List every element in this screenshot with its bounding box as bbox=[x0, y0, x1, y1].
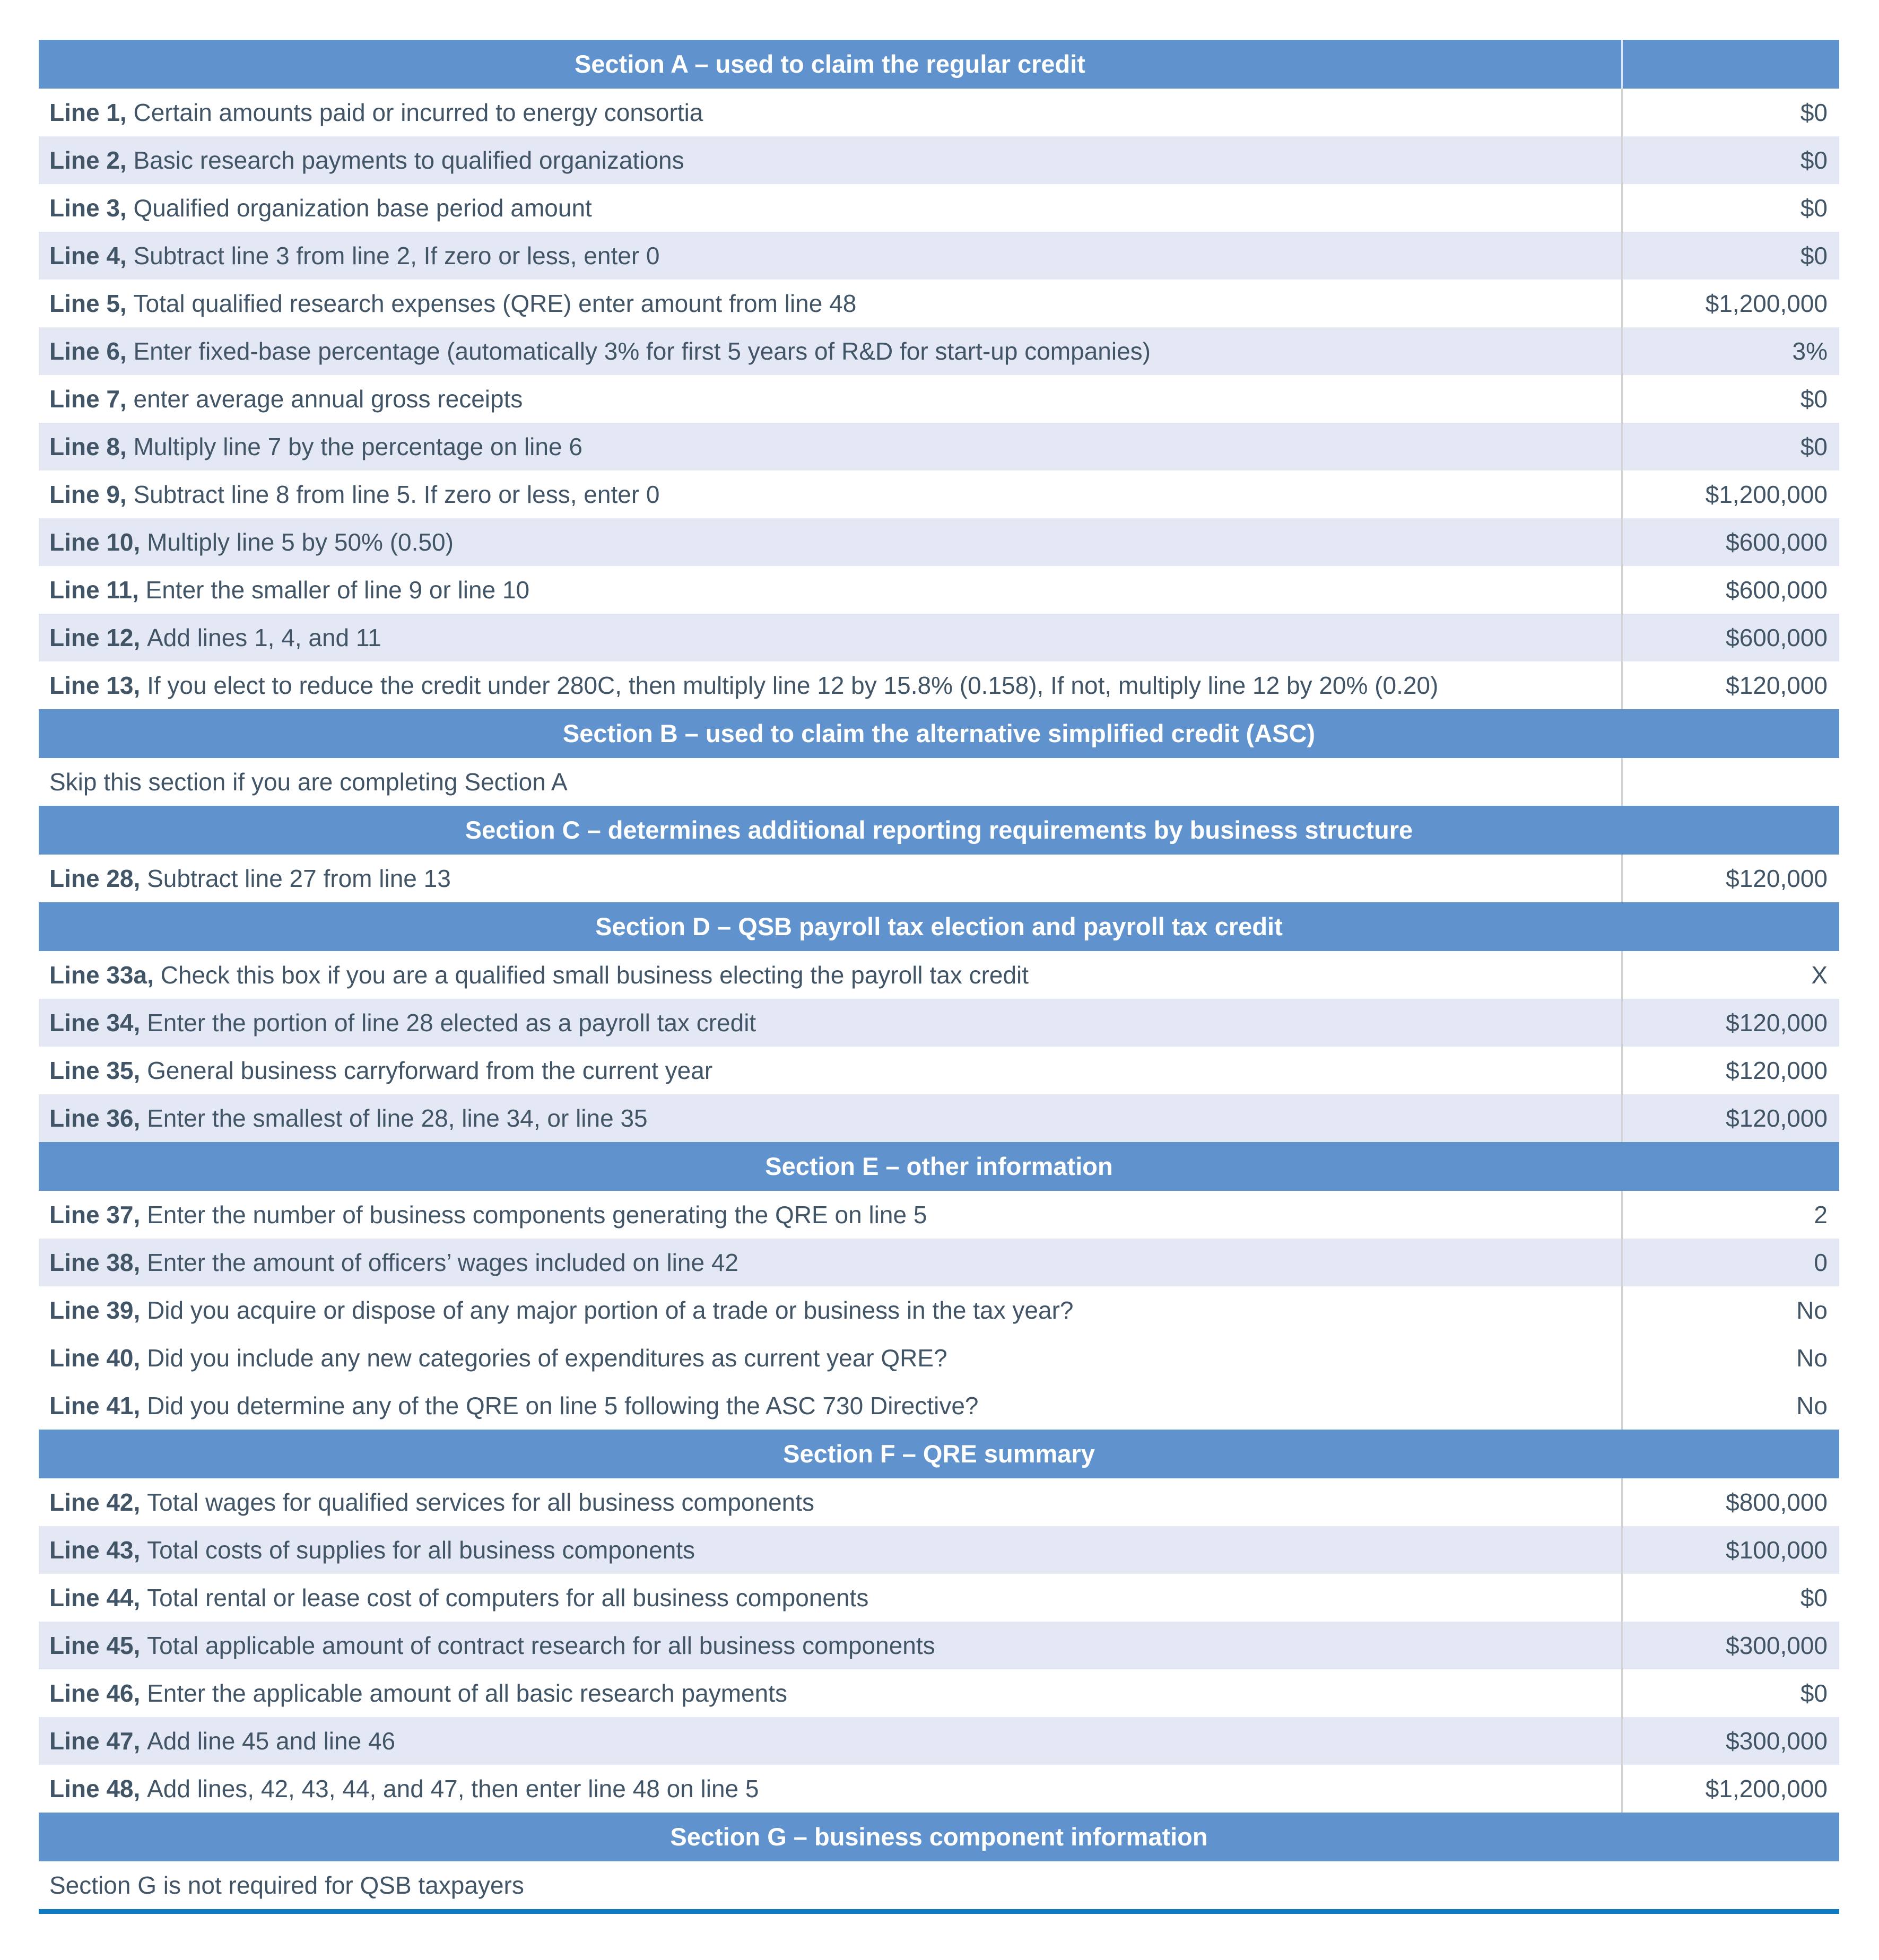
line-description bbox=[39, 1717, 1623, 1765]
line-text: Certain amounts paid or incurred to energy consortia bbox=[133, 98, 703, 126]
line-description bbox=[39, 518, 1623, 566]
line-value: 0 bbox=[1814, 1248, 1828, 1276]
table-row bbox=[39, 1191, 1839, 1239]
section-title: Section F – QRE summary bbox=[783, 1440, 1095, 1468]
table-row bbox=[39, 661, 1839, 709]
line-number-label: Line 6, bbox=[49, 337, 134, 365]
line-number-label: Line 10, bbox=[49, 528, 147, 556]
line-value: $1,200,000 bbox=[1705, 289, 1828, 317]
note-row bbox=[39, 1861, 1839, 1909]
line-description bbox=[39, 136, 1623, 184]
line-description bbox=[39, 327, 1623, 375]
line-description bbox=[39, 375, 1623, 423]
table-row bbox=[39, 1047, 1839, 1094]
table-row bbox=[39, 1526, 1839, 1574]
line-number-label: Line 12, bbox=[49, 623, 147, 651]
line-text: Did you include any new categories of expenditures as current year QRE? bbox=[147, 1344, 947, 1372]
section-header-row bbox=[39, 1142, 1839, 1191]
line-number-label: Line 46, bbox=[49, 1679, 147, 1707]
line-number-label: Line 4, bbox=[49, 241, 134, 269]
line-description bbox=[39, 1286, 1623, 1334]
table-row bbox=[39, 327, 1839, 375]
line-value: No bbox=[1796, 1296, 1828, 1324]
line-description bbox=[39, 1239, 1623, 1286]
line-value: $600,000 bbox=[1726, 576, 1828, 604]
line-number-label: Line 42, bbox=[49, 1488, 147, 1516]
note-text: Skip this section if you are completing Section A bbox=[39, 758, 1623, 806]
line-value: $0 bbox=[1800, 194, 1828, 222]
line-value: $800,000 bbox=[1726, 1488, 1828, 1516]
section-header-row bbox=[39, 40, 1839, 89]
line-value: 2 bbox=[1814, 1200, 1828, 1229]
line-text: Enter the applicable amount of all basic research payments bbox=[147, 1679, 787, 1707]
table-row bbox=[39, 614, 1839, 661]
line-text: Total costs of supplies for all business components bbox=[147, 1536, 695, 1564]
line-value: $100,000 bbox=[1726, 1536, 1828, 1564]
line-value: $120,000 bbox=[1726, 864, 1828, 892]
line-value: $0 bbox=[1800, 1583, 1828, 1611]
line-description bbox=[39, 566, 1623, 614]
line-value: $0 bbox=[1800, 98, 1828, 126]
line-number-label: Line 47, bbox=[49, 1727, 147, 1755]
line-number-label: Line 3, bbox=[49, 194, 134, 222]
line-value: $120,000 bbox=[1726, 1056, 1828, 1084]
line-value: $1,200,000 bbox=[1705, 1774, 1828, 1802]
line-text: Total qualified research expenses (QRE) enter amount from line 48 bbox=[133, 289, 857, 317]
line-text: Total wages for qualified services for all business components bbox=[147, 1488, 815, 1516]
line-description bbox=[39, 184, 1623, 232]
line-number-label: Line 2, bbox=[49, 146, 134, 174]
line-text: Add lines, 42, 43, 44, and 47, then enter line 48 on line 5 bbox=[147, 1774, 759, 1802]
line-description bbox=[39, 614, 1623, 661]
table-row bbox=[39, 375, 1839, 423]
section-header-row bbox=[39, 709, 1839, 758]
form-6765-section-table bbox=[39, 40, 1839, 1914]
table-row bbox=[39, 518, 1839, 566]
line-number-label: Line 9, bbox=[49, 480, 134, 508]
line-text: Did you acquire or dispose of any major portion of a trade or business in the tax year? bbox=[147, 1296, 1074, 1324]
line-number-label: Line 40, bbox=[49, 1344, 147, 1372]
line-description bbox=[39, 999, 1623, 1047]
table-row bbox=[39, 89, 1839, 136]
table-row bbox=[39, 1622, 1839, 1669]
line-number-label: Line 39, bbox=[49, 1296, 147, 1324]
line-description bbox=[39, 471, 1623, 518]
line-number-label: Line 35, bbox=[49, 1056, 147, 1084]
table-row bbox=[39, 1717, 1839, 1765]
line-text: Enter the number of business components generating the QRE on line 5 bbox=[147, 1200, 927, 1229]
table-row bbox=[39, 423, 1839, 471]
line-value: $300,000 bbox=[1726, 1727, 1828, 1755]
line-description bbox=[39, 1382, 1623, 1430]
line-number-label: Line 41, bbox=[49, 1391, 147, 1419]
line-description bbox=[39, 1047, 1623, 1094]
note-text: Section G is not required for QSB taxpayers bbox=[49, 1871, 524, 1899]
line-text: Enter the portion of line 28 elected as a payroll tax credit bbox=[147, 1008, 756, 1036]
line-description bbox=[39, 1526, 1623, 1574]
line-number-label: Line 11, bbox=[49, 576, 146, 604]
line-description bbox=[39, 1478, 1623, 1526]
section-title: Section C – determines additional reporting requirements by business structure bbox=[465, 816, 1413, 844]
section-header-row bbox=[39, 1813, 1839, 1861]
line-value: $600,000 bbox=[1726, 528, 1828, 556]
line-value: 3% bbox=[1792, 337, 1828, 365]
table-bottom-border bbox=[39, 1909, 1839, 1914]
table-row bbox=[39, 1765, 1839, 1813]
line-description bbox=[39, 423, 1623, 471]
line-description bbox=[39, 1765, 1623, 1813]
table-row bbox=[39, 951, 1839, 999]
line-text: Add line 45 and line 46 bbox=[147, 1727, 396, 1755]
line-number-label: Line 38, bbox=[49, 1248, 147, 1276]
section-header-row bbox=[39, 806, 1839, 855]
line-number-label: Line 5, bbox=[49, 289, 134, 317]
line-text: Basic research payments to qualified organizations bbox=[133, 146, 684, 174]
line-number-label: Line 13, bbox=[49, 671, 147, 699]
line-description bbox=[39, 89, 1623, 136]
line-text: Enter fixed-base percentage (automatically 3% for first 5 years of R&D for start-up companies) bbox=[133, 337, 1151, 365]
table-row bbox=[39, 1239, 1839, 1286]
note-value-cell bbox=[1623, 758, 1839, 806]
line-value: $120,000 bbox=[1726, 1008, 1828, 1036]
line-text: Check this box if you are a qualified small business electing the payroll tax credit bbox=[160, 961, 1029, 989]
line-text: Total applicable amount of contract research for all business components bbox=[147, 1631, 935, 1659]
table-row bbox=[39, 1478, 1839, 1526]
line-value: $0 bbox=[1800, 1679, 1828, 1707]
line-number-label: Line 48, bbox=[49, 1774, 147, 1802]
line-description bbox=[39, 661, 1623, 709]
line-text: Subtract line 3 from line 2, If zero or less, enter 0 bbox=[133, 241, 660, 269]
table-row bbox=[39, 1574, 1839, 1622]
line-value: $0 bbox=[1800, 146, 1828, 174]
line-text: Enter the smaller of line 9 or line 10 bbox=[145, 576, 530, 604]
line-value: $0 bbox=[1800, 385, 1828, 413]
line-value: $300,000 bbox=[1726, 1631, 1828, 1659]
line-description bbox=[39, 1094, 1623, 1142]
line-text: General business carryforward from the current year bbox=[147, 1056, 713, 1084]
line-text: Enter the smallest of line 28, line 34, or line 35 bbox=[147, 1104, 648, 1132]
line-description bbox=[39, 1574, 1623, 1622]
line-text: Qualified organization base period amount bbox=[133, 194, 592, 222]
table-row bbox=[39, 471, 1839, 518]
line-number-label: Line 36, bbox=[49, 1104, 147, 1132]
table-row bbox=[39, 232, 1839, 280]
note-row bbox=[39, 758, 1839, 806]
table-row bbox=[39, 566, 1839, 614]
section-title: Section D – QSB payroll tax election and payroll tax credit bbox=[595, 912, 1283, 941]
line-number-label: Line 34, bbox=[49, 1008, 147, 1036]
table-row bbox=[39, 1382, 1839, 1430]
line-number-label: Line 45, bbox=[49, 1631, 147, 1659]
section-header-row bbox=[39, 902, 1839, 951]
line-number-label: Line 43, bbox=[49, 1536, 147, 1564]
section-header-row bbox=[39, 1430, 1839, 1478]
line-text: Subtract line 27 from line 13 bbox=[147, 864, 451, 892]
line-value: X bbox=[1811, 961, 1828, 989]
section-title: Section E – other information bbox=[765, 1152, 1113, 1181]
line-value: No bbox=[1796, 1344, 1828, 1372]
table-row bbox=[39, 1286, 1839, 1334]
line-description bbox=[39, 1334, 1623, 1382]
table-row bbox=[39, 1094, 1839, 1142]
line-description bbox=[39, 1669, 1623, 1717]
line-description bbox=[39, 951, 1623, 999]
table-row bbox=[39, 855, 1839, 902]
line-number-label: Line 33a, bbox=[49, 961, 161, 989]
table-row bbox=[39, 1669, 1839, 1717]
table-row bbox=[39, 1334, 1839, 1382]
line-text: If you elect to reduce the credit under 280C, then multiply line 12 by 15.8% (0.158), If not, multiply line 12 by 20% (0.20) bbox=[147, 671, 1439, 699]
line-description bbox=[39, 1622, 1623, 1669]
line-text: Multiply line 5 by 50% (0.50) bbox=[147, 528, 454, 556]
table-row bbox=[39, 136, 1839, 184]
line-value: No bbox=[1796, 1391, 1828, 1419]
line-value: $1,200,000 bbox=[1705, 480, 1828, 508]
table-row bbox=[39, 999, 1839, 1047]
line-description bbox=[39, 280, 1623, 327]
section-title: Section G – business component information bbox=[670, 1823, 1208, 1851]
section-title: Section A – used to claim the regular credit bbox=[39, 40, 1623, 89]
line-description bbox=[39, 855, 1623, 902]
line-value: $0 bbox=[1800, 432, 1828, 460]
line-text: Enter the amount of officers’ wages included on line 42 bbox=[147, 1248, 738, 1276]
table-row bbox=[39, 184, 1839, 232]
line-text: enter average annual gross receipts bbox=[133, 385, 523, 413]
line-number-label: Line 28, bbox=[49, 864, 147, 892]
line-text: Total rental or lease cost of computers for all business components bbox=[147, 1583, 869, 1611]
line-description bbox=[39, 1191, 1623, 1239]
line-text: Add lines 1, 4, and 11 bbox=[147, 623, 381, 651]
line-number-label: Line 44, bbox=[49, 1583, 147, 1611]
table-row bbox=[39, 280, 1839, 327]
line-value: $600,000 bbox=[1726, 623, 1828, 651]
line-text: Did you determine any of the QRE on line 5 following the ASC 730 Directive? bbox=[147, 1391, 979, 1419]
line-value: $0 bbox=[1800, 241, 1828, 269]
section-title: Section B – used to claim the alternative simplified credit (ASC) bbox=[562, 719, 1316, 748]
line-number-label: Line 1, bbox=[49, 98, 134, 126]
line-value: $120,000 bbox=[1726, 671, 1828, 699]
line-description bbox=[39, 232, 1623, 280]
line-number-label: Line 7, bbox=[49, 385, 134, 413]
line-text: Multiply line 7 by the percentage on line 6 bbox=[133, 432, 582, 460]
line-value: $120,000 bbox=[1726, 1104, 1828, 1132]
line-number-label: Line 8, bbox=[49, 432, 134, 460]
section-header-value-cell bbox=[1623, 40, 1839, 89]
line-number-label: Line 37, bbox=[49, 1200, 147, 1229]
line-text: Subtract line 8 from line 5. If zero or less, enter 0 bbox=[133, 480, 660, 508]
